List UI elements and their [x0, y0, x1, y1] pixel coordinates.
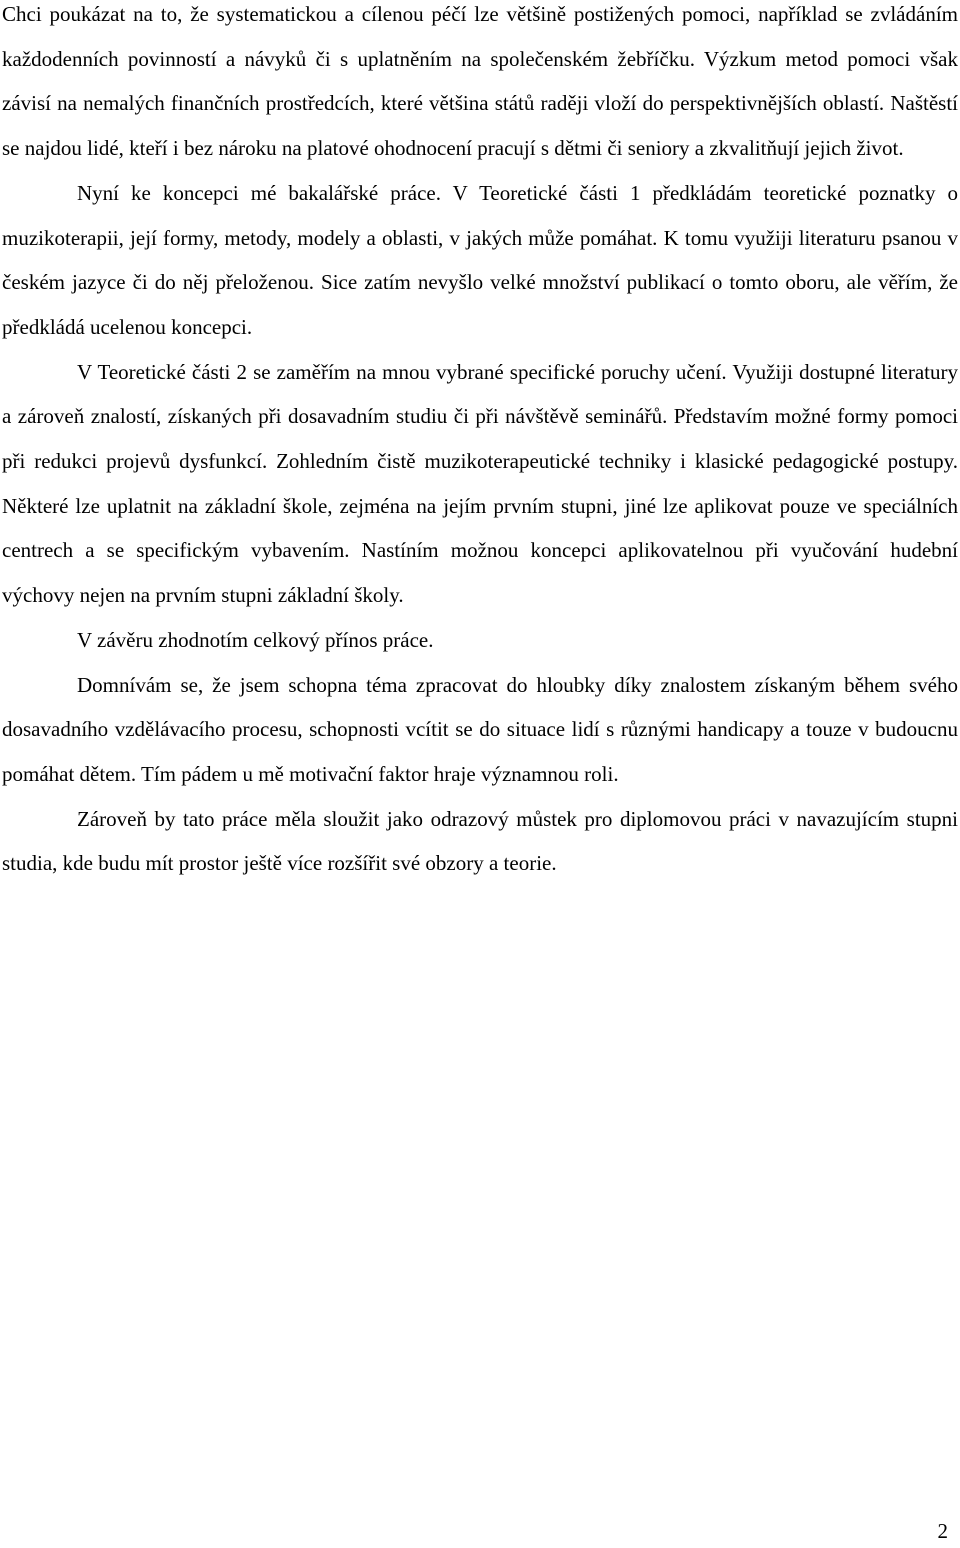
- paragraph-2: Nyní ke koncepci mé bakalářské práce. V Teoretické části 1 předkládám teoretické poznatky o muzikoterapii, její formy, metody, modely a oblasti, v jakých může pomáhat. K tomu využiji literaturu psanou v českém jazyce či do něj přeloženou. Sice zatím nevyšlo velké množství publikací o tomto oboru, ale věřím, že předkládá ucelenou koncepci.: [2, 180, 958, 339]
- paragraph-5: Domnívám se, že jsem schopna téma zpracovat do hloubky díky znalostem získaným během svého dosavadního vzdělávacího procesu, schopnosti vcítit se do situace lidí s různými handicapy a touze v budoucnu pomáhat dětem. Tím pádem u mě motivační faktor hraje významnou roli.: [2, 672, 958, 786]
- paragraph-6: Zároveň by tato práce měla sloužit jako odrazový můstek pro diplomovou práci v navazujícím stupni studia, kde budu mít prostor ještě více rozšířit své obzory a teorie.: [2, 806, 958, 876]
- body-text: [2, 0, 958, 886]
- page-number: 2: [937, 1519, 948, 1543]
- paragraph-3: V Teoretické části 2 se zaměřím na mnou vybrané specifické poruchy učení. Využiji dostupné literatury a zároveň znalostí, získaných při dosavadním studiu či při návštěvě seminářů. Představím možné formy pomoci při redukci projevů dysfunkcí. Zohledním čistě muzikoterapeutické techniky i klasické pedagogické postupy. Některé lze uplatnit na základní škole, zejména na jejím prvním stupni, jiné lze aplikovat pouze ve speciálních centrech a se specifickým vybavením. Nastíním možnou koncepci aplikovatelnou při vyučování hudební výchovy nejen na prvním stupni základní školy.: [2, 359, 958, 608]
- paragraph-1: Chci poukázat na to, že systematickou a cílenou péčí lze většině postižených pomoci, například se zvládáním každodenních povinností a návyků či s uplatněním na společenském žebříčku. Výzkum metod pomoci však závisí na nemalých finančních prostředcích, které většina států raději vloží do perspektivnějších oblastí. Naštěstí se najdou lidé, kteří i bez nároku na platové ohodnocení pracují s dětmi či seniory a zkvalitňují jejich život.: [2, 2, 958, 161]
- paragraph-4: V závěru zhodnotím celkový přínos práce.: [77, 627, 434, 652]
